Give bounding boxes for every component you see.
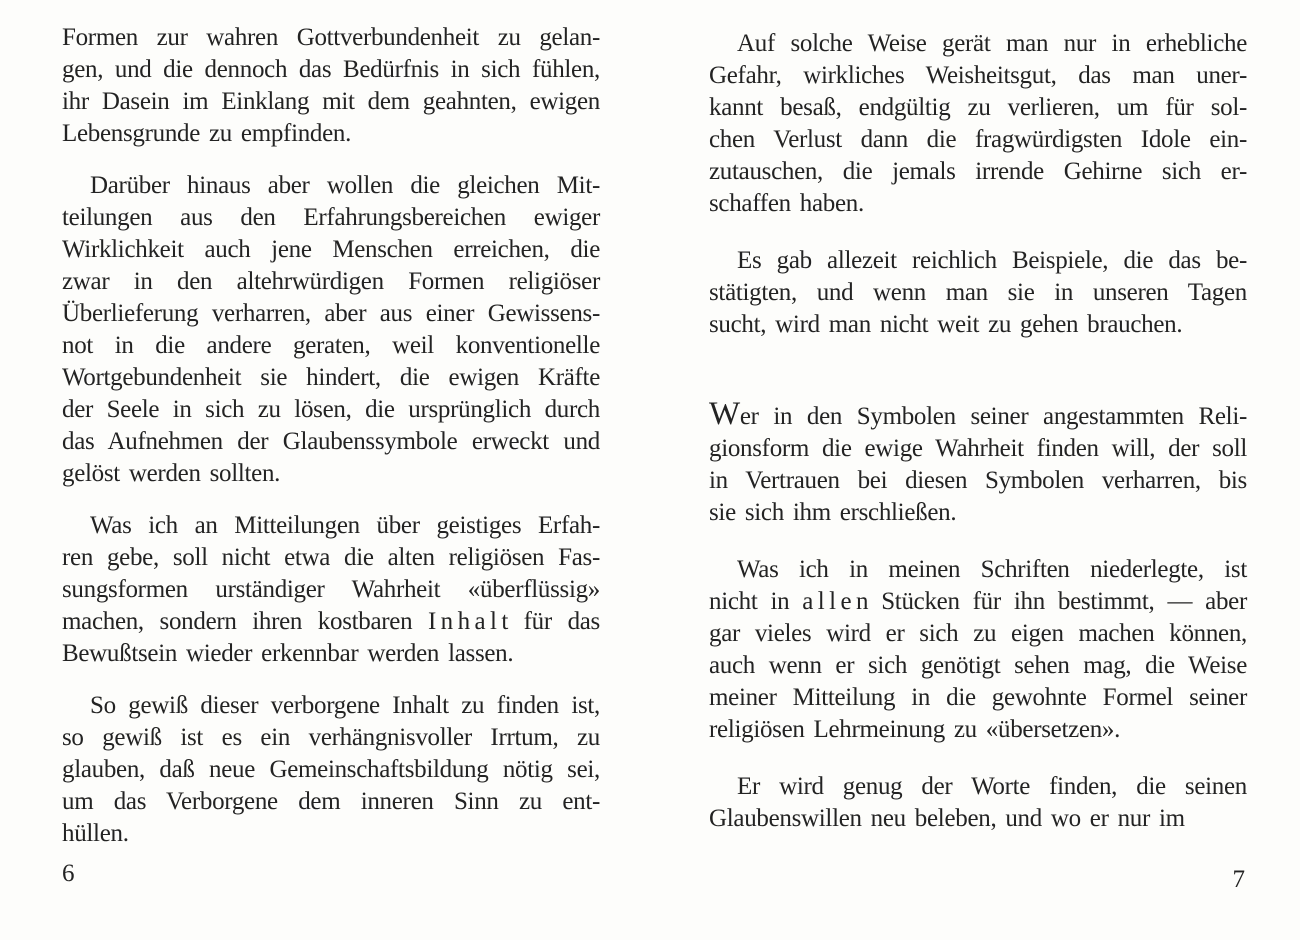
text-line: Was ich an Mitteilungen über geistiges Erfah- (90, 512, 600, 539)
text-line: sucht, wird man nicht weit zu gehen brauchen. (709, 311, 1183, 338)
text-line: not in die andere geraten, weil konventionelle (62, 332, 600, 359)
text-line: Auf solche Weise gerät man nur in erhebliche (737, 30, 1247, 57)
text-line: sie sich ihm erschließen. (709, 499, 957, 526)
drop-initial: W (709, 396, 740, 432)
text-line: Überlieferung verharren, aber aus einer Gewissens- (62, 300, 600, 327)
text-line: so gewiß ist es ein verhängnisvoller Irrtum, zu (62, 724, 600, 751)
page-right (709, 28, 1247, 933)
text-line: zutauschen, die jemals irrende Gehirne sich er- (709, 158, 1247, 185)
text-line: gar vieles wird er sich zu eigen machen können, (709, 620, 1247, 647)
text-line: gen, und die dennoch das Bedürfnis in sich fühlen, (62, 56, 600, 83)
text-line: das Aufnehmen der Glaubenssymbole erweckt und (62, 428, 600, 455)
text-line: Es gab allezeit reichlich Beispiele, die das be- (737, 247, 1247, 274)
text-line: Lebensgrunde zu empfinden. (62, 120, 352, 147)
text-line: nicht in a l l e n Stücken für ihn bestimmt, — aber (709, 588, 1247, 615)
text-line: zwar in den altehrwürdigen Formen religiöser (62, 268, 600, 295)
text-line: Was ich in meinen Schriften niederlegte, ist (737, 556, 1247, 583)
text-line: Er wird genug der Worte finden, die seinen (737, 773, 1247, 800)
text-line: der Seele in sich zu lösen, die ursprünglich durch (62, 396, 600, 423)
text-line: stätigten, und wenn man sie in unseren Tagen (709, 279, 1247, 306)
text-line: ihr Dasein im Einklang mit dem geahnten, ewigen (62, 88, 600, 115)
text-line: religiösen Lehrmeinung zu «übersetzen». (709, 716, 1121, 743)
text-line: Darüber hinaus aber wollen die gleichen Mit- (90, 172, 600, 199)
text-line: Gefahr, wirkliches Weisheitsgut, das man uner- (709, 62, 1247, 89)
page-left (62, 22, 600, 927)
text-line: Glaubenswillen neu beleben, und wo er nur im (709, 805, 1185, 832)
text-line: in Vertrauen bei diesen Symbolen verharren, bis (709, 467, 1247, 494)
text-line: teilungen aus den Erfahrungsbereichen ewiger (62, 204, 600, 231)
paragraph (62, 510, 600, 670)
text-line: auch wenn er sich genötigt sehen mag, die Weise (709, 652, 1247, 679)
text-line: glauben, daß neue Gemeinschaftsbildung nötig sei, (62, 756, 600, 783)
text-line: Wirklichkeit auch jene Menschen erreichen, die (62, 236, 600, 263)
text-line: hüllen. (62, 820, 129, 847)
text-line: Bewußtsein wieder erkennbar werden lassen. (62, 640, 514, 667)
text-line: chen Verlust dann die fragwürdigsten Idole ein- (709, 126, 1247, 153)
paragraph (62, 22, 600, 150)
text-line: gionsform die ewige Wahrheit finden will, der soll (709, 435, 1247, 462)
text-line: um das Verborgene dem inneren Sinn zu ent- (62, 788, 600, 815)
text-line: Formen zur wahren Gottverbundenheit zu gelan- (62, 24, 600, 51)
text-line: kannt besaß, endgültig zu verlieren, um für sol- (709, 94, 1247, 121)
text-line: schaffen haben. (709, 190, 864, 217)
text-line: ren gebe, soll nicht etwa die alten religiösen Fas- (62, 544, 600, 571)
text-line: Wer in den Symbolen seiner angestammten Reli- (709, 396, 1247, 432)
text-line: meiner Mitteilung in die gewohnte Formel seiner (709, 684, 1247, 711)
paragraph (709, 554, 1247, 746)
text-line: gelöst werden sollten. (62, 460, 281, 487)
paragraph (709, 771, 1247, 835)
left-text-column (62, 22, 600, 850)
text-line: sungsformen urständiger Wahrheit «überflüssig» (62, 576, 600, 603)
paragraph (62, 170, 600, 490)
paragraph (709, 396, 1247, 529)
text-line: So gewiß dieser verborgene Inhalt zu finden ist, (90, 692, 600, 719)
page-number-right: 7 (1232, 866, 1245, 893)
page-number-left: 6 (62, 860, 75, 887)
right-text-column (709, 28, 1247, 835)
paragraph (709, 28, 1247, 220)
paragraph (709, 245, 1247, 341)
text-line: machen, sondern ihren kostbaren I n h a l t für das (62, 608, 600, 635)
paragraph (62, 690, 600, 850)
text-line: Wortgebundenheit sie hindert, die ewigen Kräfte (62, 364, 600, 391)
